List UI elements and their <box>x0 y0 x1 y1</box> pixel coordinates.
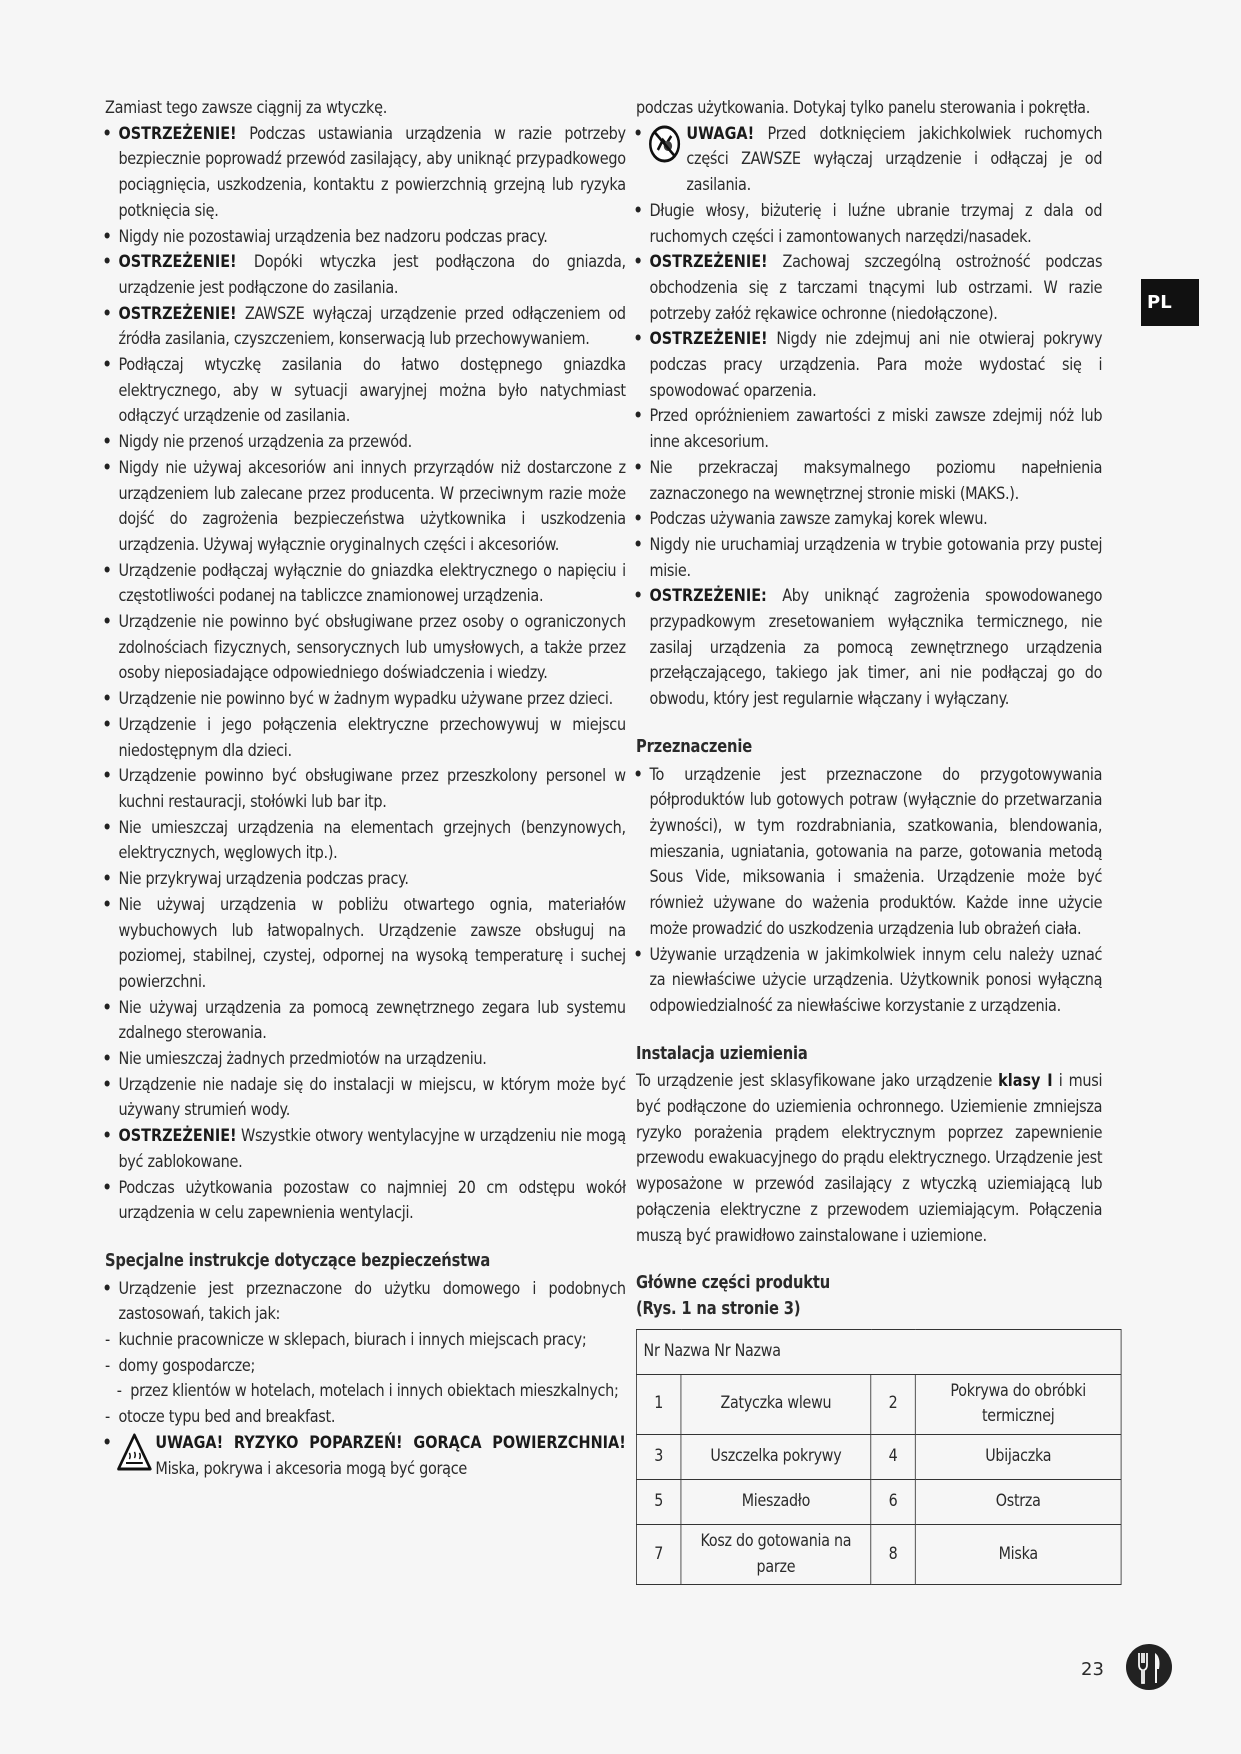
part-number: 6 <box>871 1480 916 1525</box>
list-item <box>105 610 626 687</box>
list-item-text: Długie włosy, biżuterię i luźne ubranie trzymaj z dala od ruchomych części i zamontowanych narzędzi/nasadek. <box>649 200 1103 247</box>
part-number: 7 <box>636 1525 681 1585</box>
list-item <box>105 250 626 301</box>
list-item <box>105 996 626 1047</box>
part-number: 2 <box>871 1374 916 1434</box>
left-column <box>105 96 626 1482</box>
part-name: Miska <box>915 1525 1121 1585</box>
right-column <box>636 96 1102 1585</box>
table-row <box>636 1374 1121 1434</box>
list-item-text: Podczas użytkowania pozostaw co najmniej 20 cm odstępu wokół urządzenia w celu zapewnienia wentylacji. <box>118 1177 626 1224</box>
table-row <box>636 1480 1121 1525</box>
list-item-text: Wszystkie otwory wentylacyjne w urządzeniu nie mogą być zablokowane. <box>118 1126 626 1172</box>
list-item-text: Urządzenie podłączaj wyłącznie do gniazdka elektrycznego o napięciu i częstotliwości podanej na tabliczce znamionowej urządzenia. <box>118 560 626 607</box>
list-item <box>105 893 626 996</box>
list-item <box>636 507 1102 533</box>
part-name: Mieszadło <box>681 1480 871 1525</box>
warning-label: OSTRZEŻENIE! <box>118 123 237 144</box>
list-item <box>636 404 1102 455</box>
grounding-class: klasy I <box>998 1071 1053 1092</box>
list-item <box>105 559 626 610</box>
list-item <box>105 456 626 559</box>
part-number: 5 <box>636 1480 681 1525</box>
page-number: 23 <box>1081 1659 1104 1680</box>
parts-heading-title: Główne części produktu <box>636 1273 831 1294</box>
list-item-text: Nigdy nie pozostawiaj urządzenia bez nadzoru podczas pracy. <box>118 226 548 247</box>
list-item <box>105 302 626 353</box>
list-item <box>636 533 1102 584</box>
list-item-text: Urządzenie nie nadaje się do instalacji w miejscu, w którym może być używany strumień wody. <box>118 1074 626 1121</box>
list-item-text: Nigdy nie przenoś urządzenia za przewód. <box>118 432 412 453</box>
part-name: Kosz do gotowania na parze <box>681 1525 871 1585</box>
special-instructions-heading: Specjalne instrukcje dotyczące bezpieczeństwa <box>105 1250 491 1271</box>
grounding-text-start: To urządzenie jest sklasyfikowane jako urządzenie <box>636 1071 999 1092</box>
hot-warning-bold: UWAGA! RYZYKO POPARZEŃ! GORĄCA POWIERZCHNIA! <box>155 1432 626 1453</box>
intro-text: Zamiast tego zawsze ciągnij za wtyczkę. <box>105 98 388 118</box>
list-item-text: Nigdy nie zdejmuj ani nie otwieraj pokrywy podczas pracy urządzenia. Para może wydostać się i spowodować oparzenia. <box>649 329 1103 401</box>
list-item-text: Urządzenie powinno być obsługiwane przez przeszkolony personel w kuchni restauracji, stołówki lub bar itp. <box>118 766 626 812</box>
safety-list-right <box>636 199 1102 713</box>
list-item-text: Podczas ustawiania urządzenia w razie potrzeby bezpiecznie poprowadź przewód zasilający, aby uniknąć przypadkowego pociągnięcia, uszkodzenia, kontaktu z powierzchnią grzejną lub ryzyka potknięcia się. <box>118 123 626 221</box>
warning-label: OSTRZEŻENIE: <box>649 586 767 607</box>
no-touch-moving-parts-icon <box>648 124 682 173</box>
list-item <box>105 1073 626 1124</box>
list-item <box>636 584 1102 713</box>
cutlery-logo-icon <box>1125 1643 1173 1695</box>
part-name: Ubijaczka <box>915 1435 1121 1480</box>
moving-parts-warning <box>636 122 1102 199</box>
list-item <box>105 430 626 456</box>
list-item-text: Nigdy nie uruchamiaj urządzenia w trybie gotowania przy pustej misie. <box>649 534 1103 581</box>
special-item-1: - kuchnie pracownicze w sklepach, biurach i innych miejscach pracy; <box>105 1328 626 1354</box>
part-number: 8 <box>871 1525 916 1585</box>
purpose-heading: Przeznaczenie <box>636 736 753 757</box>
list-item-text: Urządzenie nie powinno być obsługiwane przez osoby o ograniczonych zdolnościach fizycznych, sensorycznych lub umysłowych, a także przez osoby nieposiadające odpowiedniego doświadczenia i wiedzy. <box>118 612 626 684</box>
list-item <box>105 1047 626 1073</box>
part-name: Ostrza <box>915 1480 1121 1525</box>
purpose-item-1: • To urządzenie jest przeznaczone do przygotowywania półproduktów lub gotowych potraw (wyłącznie do przetwarzania żywności), w tym rozdrabniania, szatkowania, blendowania, mieszania, ugniatania, gotowania na parze, gotowania metodą Sous Vide, miksowania i smażenia. Urządzenie może być również używane do ważenia produktów. Każde inne użycie może prowadzić do uszkodzenia urządzenia lub obrażeń ciała. <box>636 763 1102 943</box>
list-item-text: Nie przykrywaj urządzenia podczas pracy. <box>118 869 409 890</box>
warning-label: OSTRZEŻENIE! <box>118 1126 237 1147</box>
list-item-text: ZAWSZE wyłączaj urządzenie przed odłączeniem od źródła zasilania, czyszczeniem, konserwacją lub przechowywaniem. <box>118 303 626 350</box>
list-item <box>105 687 626 713</box>
list-item-text: Nie używaj urządzenia za pomocą zewnętrznego zegara lub systemu zdalnego sterowania. <box>118 997 626 1044</box>
list-item-text: Nie umieszczaj żadnych przedmiotów na urządzeniu. <box>118 1049 487 1070</box>
list-item-text: Nie umieszczaj urządzenia na elementach grzejnych (benzynowych, elektrycznych, węglowych itp.). <box>118 817 626 864</box>
table-row <box>636 1435 1121 1480</box>
list-item-text: Urządzenie nie powinno być w żadnym wypadku używane przez dzieci. <box>118 689 613 710</box>
safety-list-left <box>105 122 626 1227</box>
hot-warning-text: Miska, pokrywa i akcesoria mogą być gorące <box>155 1458 467 1479</box>
list-item-text: Przed opróżnieniem zawartości z miski zawsze zdejmij nóż lub inne akcesorium. <box>649 406 1103 453</box>
hot-surface-warning <box>105 1431 626 1482</box>
list-item <box>105 353 626 430</box>
list-item <box>105 713 626 764</box>
warning-label: OSTRZEŻENIE! <box>649 329 768 350</box>
list-item-text: Aby uniknąć zagrożenia spowodowanego przypadkowym zresetowaniem wyłącznika termicznego, nie zasilaj urządzenia za pomocą zewnętrznego urządzenia przełączającego, takiego jak timer, ani nie podłączaj go do obwodu, który jest regularnie włączany i wyłączany. <box>649 586 1103 710</box>
list-item <box>636 327 1102 404</box>
part-name: Uszczelka pokrywy <box>681 1435 871 1480</box>
special-item-4: - otocze typu bed and breakfast. <box>105 1405 626 1431</box>
warning-label: OSTRZEŻENIE! <box>118 252 237 273</box>
list-item <box>105 1176 626 1227</box>
continuation-text: podczas użytkowania. Dotykaj tylko panelu sterowania i pokrętła. <box>636 98 1091 118</box>
list-item-text: Podczas używania zawsze zamykaj korek wlewu. <box>649 509 988 530</box>
warning-label: OSTRZEŻENIE! <box>118 303 237 324</box>
moving-warning-text: Przed dotknięciem jakichkolwiek ruchomych części ZAWSZE wyłączaj urządzenie i odłączaj je od zasilania. <box>686 123 1103 196</box>
part-number: 1 <box>636 1374 681 1434</box>
list-item <box>105 816 626 867</box>
parts-table <box>636 1329 1122 1586</box>
list-item-text: Nie przekraczaj maksymalnego poziomu napełnienia zaznaczonego na wewnętrznej stronie miski (MAKS.). <box>649 457 1103 504</box>
special-intro: • Urządzenie jest przeznaczone do użytku domowego i podobnych zastosowań, takich jak: <box>105 1277 626 1328</box>
table-row <box>636 1525 1121 1585</box>
parts-table-header-row <box>636 1329 1121 1374</box>
list-item-text: Podłączaj wtyczkę zasilania do łatwo dostępnego gniazdka elektrycznego, aby w sytuacji awaryjnej można było natychmiast odłączyć urządzenie od zasilania. <box>118 355 626 427</box>
language-tab: PL <box>1141 279 1199 326</box>
list-item-text: Nigdy nie używaj akcesoriów ani innych przyrządów niż dostarczone z urządzeniem lub zalecane przez producenta. W przeciwnym razie może dojść do zagrożenia bezpieczeństwa użytkownika i uszkodzenia urządzenia. Używaj wyłącznie oryginalnych części i akcesoriów. <box>118 457 626 555</box>
list-item <box>636 199 1102 250</box>
part-number: 4 <box>871 1435 916 1480</box>
list-item-text: Dopóki wtyczka jest podłączona do gniazda, urządzenie jest podłączone do zasilania. <box>118 252 626 298</box>
part-number: 3 <box>636 1435 681 1480</box>
purpose-item-2: • Używanie urządzenia w jakimkolwiek innym celu należy uznać za niewłaściwe użycie urządzenia. Użytkownik ponosi wyłączną odpowiedzialność za niewłaściwe korzystanie z urządzenia. <box>636 943 1102 1020</box>
special-item-3: - przez klientów w hotelach, motelach i innych obiektach mieszkalnych; <box>105 1379 626 1405</box>
list-item <box>636 250 1102 327</box>
list-item <box>105 122 626 225</box>
parts-heading-ref: (Rys. 1 na stronie 3) <box>636 1298 801 1319</box>
hot-surface-warning-icon <box>117 1433 152 1480</box>
list-item <box>636 456 1102 507</box>
list-item-text: Zachowaj szczególną ostrożność podczas obchodzenia się z tarczami tnącymi lub ostrzami. W razie potrzeby załóż rękawice ochronne (niedołączone). <box>649 252 1103 324</box>
parts-heading <box>636 1271 1102 1322</box>
warning-label: OSTRZEŻENIE! <box>649 252 768 273</box>
grounding-text <box>636 1069 1102 1249</box>
special-item-2: - domy gospodarcze; <box>105 1354 626 1380</box>
grounding-heading: Instalacja uziemienia <box>636 1043 808 1064</box>
list-item-text: Urządzenie i jego połączenia elektryczne przechowywuj w miejscu niedostępnym dla dzieci. <box>118 714 626 761</box>
list-item-text: Nie używaj urządzenia w pobliżu otwartego ognia, materiałów wybuchowych lub łatwopalnych. Urządzenie zawsze obsługuj na poziomej, stabilnej, czystej, odpornej na wysoką temperaturę i suchej powierzchni. <box>118 894 626 992</box>
list-item <box>105 225 626 251</box>
list-item <box>105 1124 626 1175</box>
part-name: Zatyczka wlewu <box>681 1374 871 1434</box>
grounding-text-end: i musi być podłączone do uziemienia ochronnego. Uziemienie zmniejsza ryzyko porażenia prądem elektrycznym poprzez zapewnienie przewodu ewakuacyjnego do prądu elektrycznego. Urządzenie jest wyposażone w przewód zasilający z wtyczką uziemiającą lub połączenia elektryczne z przewodem uziemiającym. Połączenia muszą być prawidłowo zainstalowane i uziemione. <box>636 1071 1103 1246</box>
list-item <box>105 867 626 893</box>
part-name: Pokrywa do obróbki termicznej <box>915 1374 1121 1434</box>
moving-warning-bold: UWAGA! <box>686 123 755 144</box>
list-item <box>105 764 626 815</box>
parts-table-header: Nr Nazwa Nr Nazwa <box>636 1329 1121 1374</box>
